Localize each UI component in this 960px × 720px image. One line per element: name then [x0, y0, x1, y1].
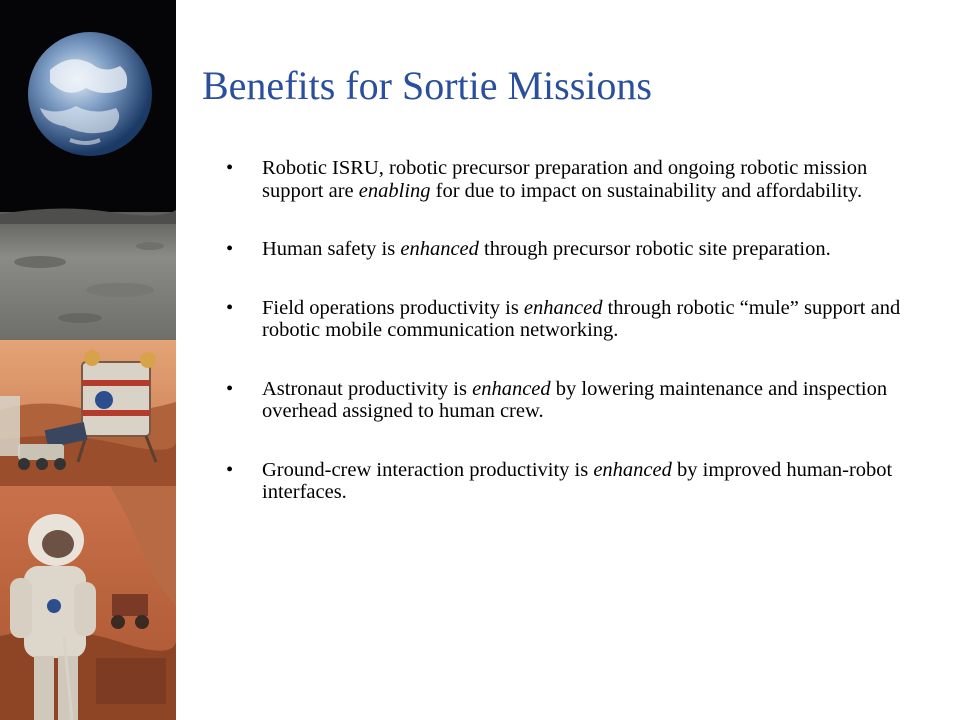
bullet-text: through precursor robotic site preparation. — [478, 238, 831, 260]
bullet-text: Ground-crew interaction productivity is — [262, 458, 594, 481]
bullet-text: Field operations productivity is — [262, 296, 524, 319]
slide-title: Benefits for Sortie Missions — [202, 63, 652, 108]
bullet-marker: • — [226, 238, 234, 260]
earthrise-image — [0, 0, 176, 340]
bullet-emphasis: enhanced — [523, 296, 603, 319]
bullet-text: Human safety is — [262, 238, 401, 260]
bullet-marker: • — [226, 458, 234, 481]
sidebar-image-strip — [0, 0, 176, 720]
bullet-text: Robotic ISRU, robotic precursor preparation and ongoing robotic mission support are — [262, 157, 868, 202]
bullet-text: for due to impact on sustainability and affordability. — [430, 179, 863, 202]
bullet-item — [226, 297, 926, 342]
bullet-marker: • — [226, 377, 234, 400]
bullet-text: through robotic “mule” support and robotic mobile communication networking. — [262, 296, 901, 341]
bullet-item — [226, 378, 926, 423]
bullet-marker: • — [226, 157, 234, 179]
bullet-emphasis: enhanced — [593, 458, 672, 481]
bullet-item — [226, 459, 926, 504]
bullet-text: by improved human-robot interfaces. — [262, 458, 893, 503]
bullet-text: by lowering maintenance and inspection overhead assigned to human crew. — [262, 377, 888, 422]
mars-habitat-image — [0, 340, 176, 486]
bullet-list — [226, 157, 926, 504]
bullet-item — [226, 157, 926, 202]
bullet-emphasis: enhanced — [472, 377, 551, 400]
bullet-emphasis: enhanced — [400, 238, 479, 260]
bullet-marker: • — [226, 296, 234, 319]
bullet-text: Astronaut productivity is — [262, 377, 473, 400]
astronaut-image — [0, 486, 176, 720]
bullet-item — [226, 238, 926, 261]
bullet-emphasis: enabling — [358, 179, 431, 202]
